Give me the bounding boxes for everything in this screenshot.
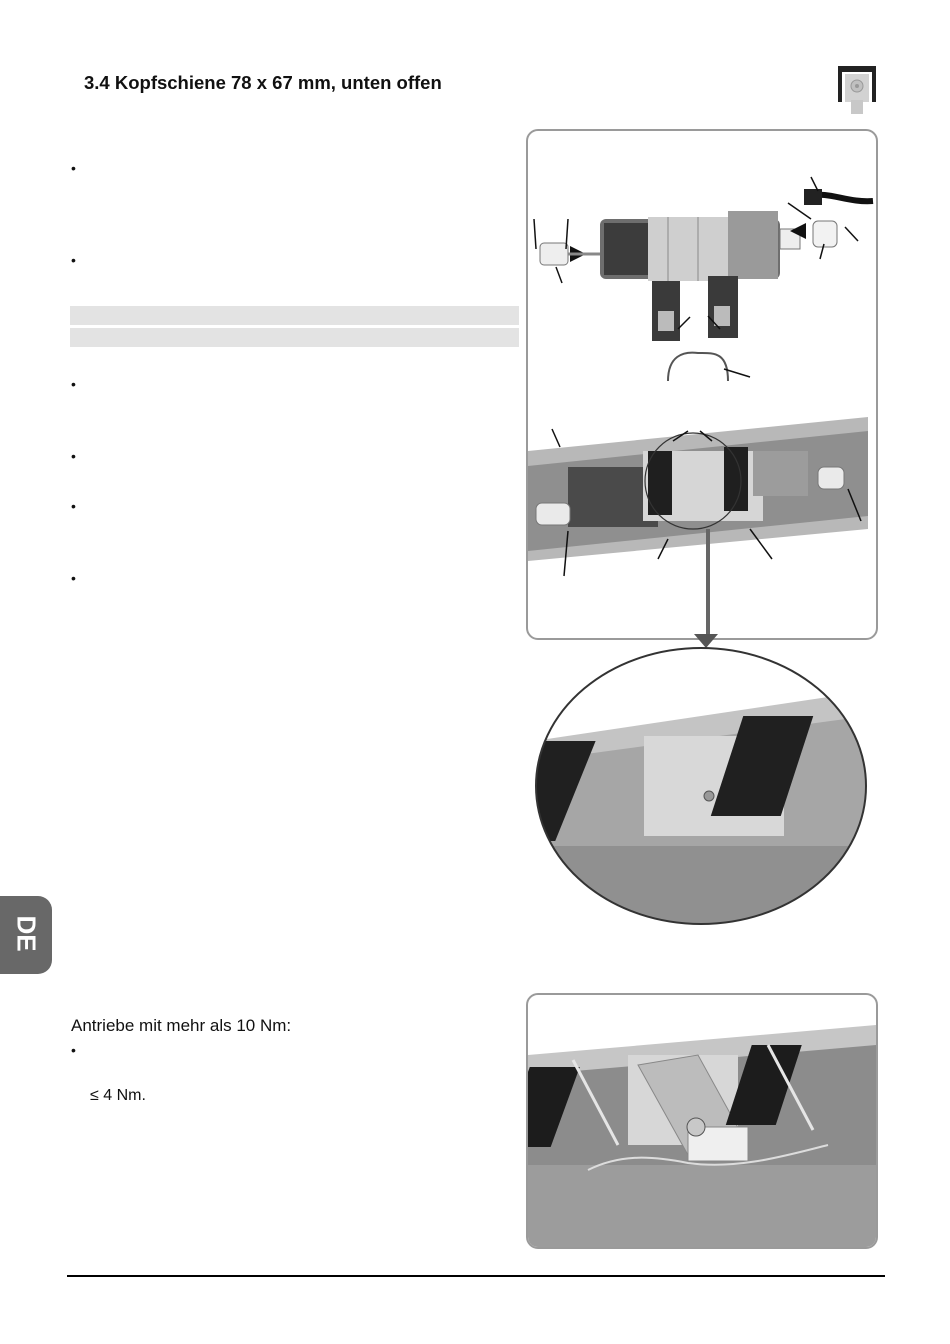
bracket-figure <box>526 993 878 1249</box>
bullet-marker: • <box>71 448 76 464</box>
footer-rule <box>67 1275 885 1277</box>
bullet-marker: • <box>71 1042 76 1058</box>
bullet-marker: • <box>71 160 76 176</box>
drive-torque-label: Antriebe mit mehr als 10 Nm: <box>71 1016 292 1035</box>
assembly-figure <box>526 129 878 640</box>
rail-profile-icon <box>836 64 878 116</box>
highlight-bar <box>70 328 519 347</box>
section-heading: 3.4 Kopfschiene 78 x 67 mm, unten offen <box>84 72 442 93</box>
bullet-marker: • <box>71 252 76 268</box>
detail-zoom-circle <box>534 646 868 926</box>
highlight-bar <box>70 306 519 325</box>
bullet-marker: • <box>71 376 76 392</box>
language-tab <box>0 896 52 974</box>
bullet-marker: • <box>71 498 76 514</box>
language-tab-label: DE <box>11 915 42 952</box>
torque-value: ≤ 4 Nm. <box>90 1087 146 1104</box>
bullet-marker: • <box>71 570 76 586</box>
